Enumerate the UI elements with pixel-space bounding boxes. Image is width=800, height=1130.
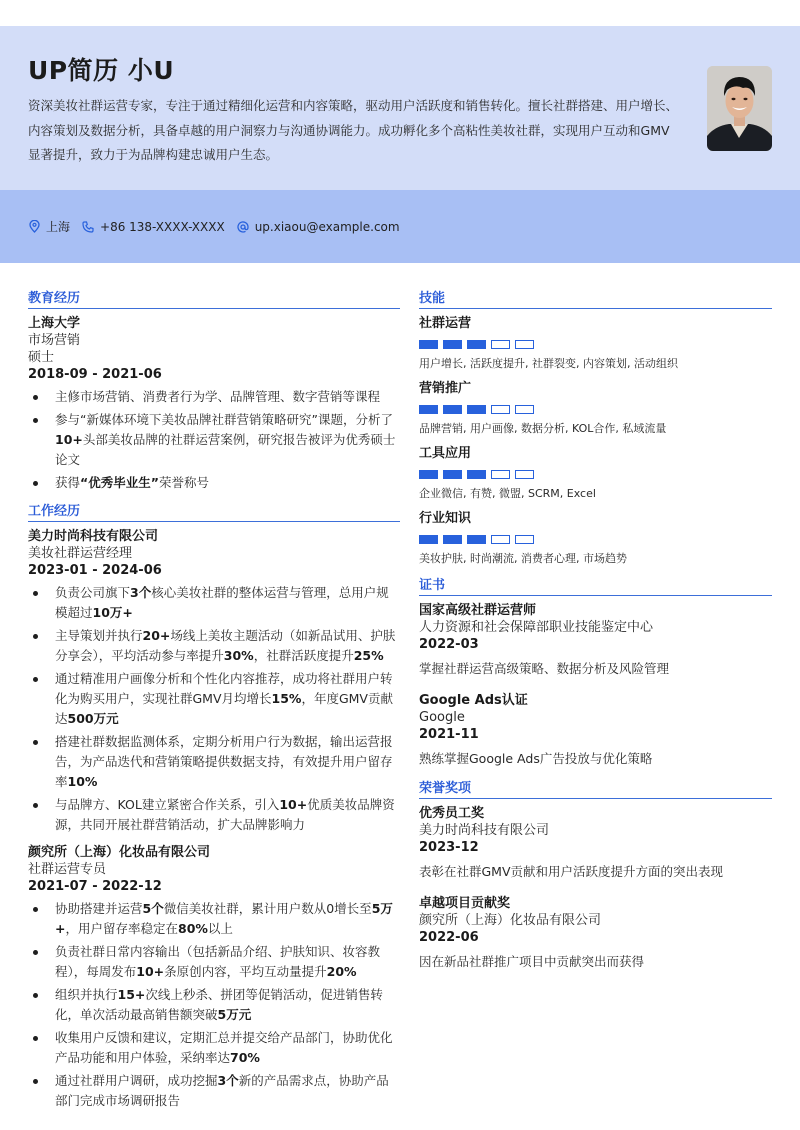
skill-level-bar [419, 340, 772, 349]
level-block-filled [443, 470, 462, 479]
section-title-certificates: 证书 [419, 577, 772, 596]
level-block-filled [419, 340, 438, 349]
bullet-item: 与品牌方、KOL建立紧密合作关系，引入10+优质美妆品牌资源，共同开展社群营销活动，扩大品牌影响力 [28, 795, 400, 835]
award-date: 2023-12 [419, 840, 479, 855]
job-role: 社群运营专员 [28, 862, 107, 877]
award-issuer: 颜究所（上海）化妆品有限公司 [419, 913, 602, 928]
location-text: 上海 [46, 220, 71, 234]
level-block-empty [491, 340, 510, 349]
work-date: 2023-01 - 2024-06 [28, 563, 162, 578]
bullet-item: 参与“新媒体环境下美妆品牌社群营销策略研究”课题，分析了10+头部美妆品牌的社群运营案例，研究报告被评为优秀硕士论文 [28, 410, 400, 470]
education-date: 2018-09 - 2021-06 [28, 367, 162, 382]
skill-level-bar [419, 470, 772, 479]
skill-keywords: 美妆护肤, 时尚潮流, 消费者心理, 市场趋势 [419, 552, 627, 565]
email-text: up.xiaou@example.com [254, 219, 400, 234]
level-block-filled [419, 405, 438, 414]
certificates-section [419, 577, 772, 768]
award-issuer: 美力时尚科技有限公司 [419, 823, 550, 838]
profile-photo [707, 66, 772, 151]
at-sign-icon [237, 221, 249, 233]
bullet-item: 获得“优秀毕业生”荣誉称号 [28, 473, 400, 493]
work-section [28, 503, 400, 1111]
skills-section [419, 290, 772, 567]
certificate-desc: 掌握社群运营高级策略、数据分析及风险管理 [419, 661, 670, 676]
skill-item [419, 510, 772, 567]
right-column [419, 290, 772, 980]
work-entry [28, 528, 400, 835]
award-name: 优秀员工奖 [419, 806, 485, 821]
work-bullets [28, 899, 400, 1111]
skill-level-bar [419, 405, 772, 414]
section-title-skills: 技能 [419, 290, 772, 309]
profile-summary: 资深美妆社群运营专家，专注于通过精细化运营和内容策略，驱动用户活跃度和销售转化。擅长社群搭建、用户增长、内容策划及数据分析，具备卓越的用户洞察力与沟通协调能力。成功孵化多个高粘性美妆社群，实现用户互动和GMV显著提升，致力于为品牌构建忠诚用户生态。 [28, 98, 679, 162]
skill-item [419, 315, 772, 372]
skill-level-bar [419, 535, 772, 544]
certificate-issuer: 人力资源和社会保障部职业技能鉴定中心 [419, 620, 654, 635]
education-bullets [28, 387, 400, 493]
section-title-education: 教育经历 [28, 290, 400, 309]
section-title-work: 工作经历 [28, 503, 400, 522]
contact-bar [0, 190, 800, 263]
skill-name: 营销推广 [419, 381, 472, 396]
level-block-filled [419, 470, 438, 479]
level-block-empty [491, 470, 510, 479]
portrait-image [707, 66, 772, 151]
bullet-item: 收集用户反馈和建议，定期汇总并提交给产品部门，协助优化产品功能和用户体验，采纳率达70% [28, 1028, 400, 1068]
school-name: 上海大学 [28, 316, 81, 331]
major: 市场营销 [28, 333, 81, 348]
certificate-name: 国家高级社群运营师 [419, 603, 537, 618]
education-entry [28, 315, 400, 493]
certificate-name: Google Ads认证 [419, 693, 528, 708]
level-block-filled [419, 535, 438, 544]
map-pin-icon [29, 220, 40, 233]
bullet-item: 主修市场营销、消费者行为学、品牌管理、数字营销等课程 [28, 387, 400, 407]
degree: 硕士 [28, 350, 55, 365]
award-item [419, 805, 772, 881]
level-block-filled [467, 405, 486, 414]
bullet-item: 主导策划并执行20+场线上美妆主题活动（如新品试用、护肤分享会），平均活动参与率提升30%，社群活跃度提升25% [28, 626, 400, 666]
level-block-filled [443, 340, 462, 349]
level-block-filled [467, 470, 486, 479]
bullet-item: 搭建社群数据监测体系，定期分析用户行为数据，输出运营报告，为产品迭代和营销策略提供数据支持，有效提升用户留存率10% [28, 732, 400, 792]
awards-section [419, 780, 772, 971]
certificate-issuer: Google [419, 710, 465, 725]
level-block-empty [515, 340, 534, 349]
award-item [419, 895, 772, 971]
skill-keywords: 企业微信, 有赞, 微盟, SCRM, Excel [419, 487, 596, 500]
contact-phone[interactable] [82, 220, 225, 234]
company-name: 颜究所（上海）化妆品有限公司 [28, 845, 211, 860]
skill-name: 行业知识 [419, 511, 472, 526]
level-block-empty [515, 405, 534, 414]
skill-item [419, 380, 772, 437]
bullet-item: 协助搭建并运营5个微信美妆社群，累计用户数从0增长至5万+，用户留存率稳定在80%以上 [28, 899, 400, 939]
bullet-item: 通过精准用户画像分析和个性化内容推荐，成功将社群用户转化为购买用户，实现社群GMV月均增长15%，年度GMV贡献达500万元 [28, 669, 400, 729]
company-name: 美力时尚科技有限公司 [28, 529, 159, 544]
resume-header [0, 26, 800, 190]
work-bullets [28, 583, 400, 835]
level-block-empty [515, 535, 534, 544]
award-name: 卓越项目贡献奖 [419, 896, 511, 911]
job-role: 美妆社群运营经理 [28, 546, 133, 561]
level-block-filled [467, 535, 486, 544]
award-desc: 因在新品社群推广项目中贡献突出而获得 [419, 954, 645, 969]
level-block-empty [491, 535, 510, 544]
level-block-empty [491, 405, 510, 414]
left-column [28, 290, 400, 1114]
level-block-filled [443, 405, 462, 414]
phone-text: +86 138-XXXX-XXXX [100, 219, 225, 234]
candidate-name: UP简历 小U [28, 56, 175, 85]
contact-location [29, 218, 70, 235]
work-entry [28, 844, 400, 1111]
award-date: 2022-06 [419, 930, 479, 945]
level-block-filled [467, 340, 486, 349]
education-section [28, 290, 400, 493]
level-block-empty [515, 470, 534, 479]
certificate-item [419, 692, 772, 768]
section-title-awards: 荣誉奖项 [419, 780, 772, 799]
phone-icon [82, 221, 94, 233]
certificate-desc: 熟练掌握Google Ads广告投放与优化策略 [419, 751, 653, 766]
bullet-item: 组织并执行15+次线上秒杀、拼团等促销活动，促进销售转化，单次活动最高销售额突破5万元 [28, 985, 400, 1025]
skill-item [419, 445, 772, 502]
skill-keywords: 品牌营销, 用户画像, 数据分析, KOL合作, 私域流量 [419, 422, 667, 435]
certificate-date: 2021-11 [419, 727, 479, 742]
bullet-item: 负责公司旗下3个核心美妆社群的整体运营与管理，总用户规模超过10万+ [28, 583, 400, 623]
top-margin [0, 0, 800, 26]
contact-email[interactable] [237, 220, 400, 234]
certificate-date: 2022-03 [419, 637, 479, 652]
bullet-item: 通过社群用户调研，成功挖掘3个新的产品需求点，协助产品部门完成市场调研报告 [28, 1071, 400, 1111]
skill-name: 社群运营 [419, 316, 472, 331]
bullet-item: 负责社群日常内容输出（包括新品介绍、护肤知识、妆容教程），每周发布10+条原创内容，平均互动量提升20% [28, 942, 400, 982]
certificate-item [419, 602, 772, 678]
level-block-filled [443, 535, 462, 544]
work-date: 2021-07 - 2022-12 [28, 879, 162, 894]
award-desc: 表彰在社群GMV贡献和用户活跃度提升方面的突出表现 [419, 864, 724, 879]
skill-keywords: 用户增长, 活跃度提升, 社群裂变, 内容策划, 活动组织 [419, 357, 678, 370]
skill-name: 工具应用 [419, 446, 472, 461]
